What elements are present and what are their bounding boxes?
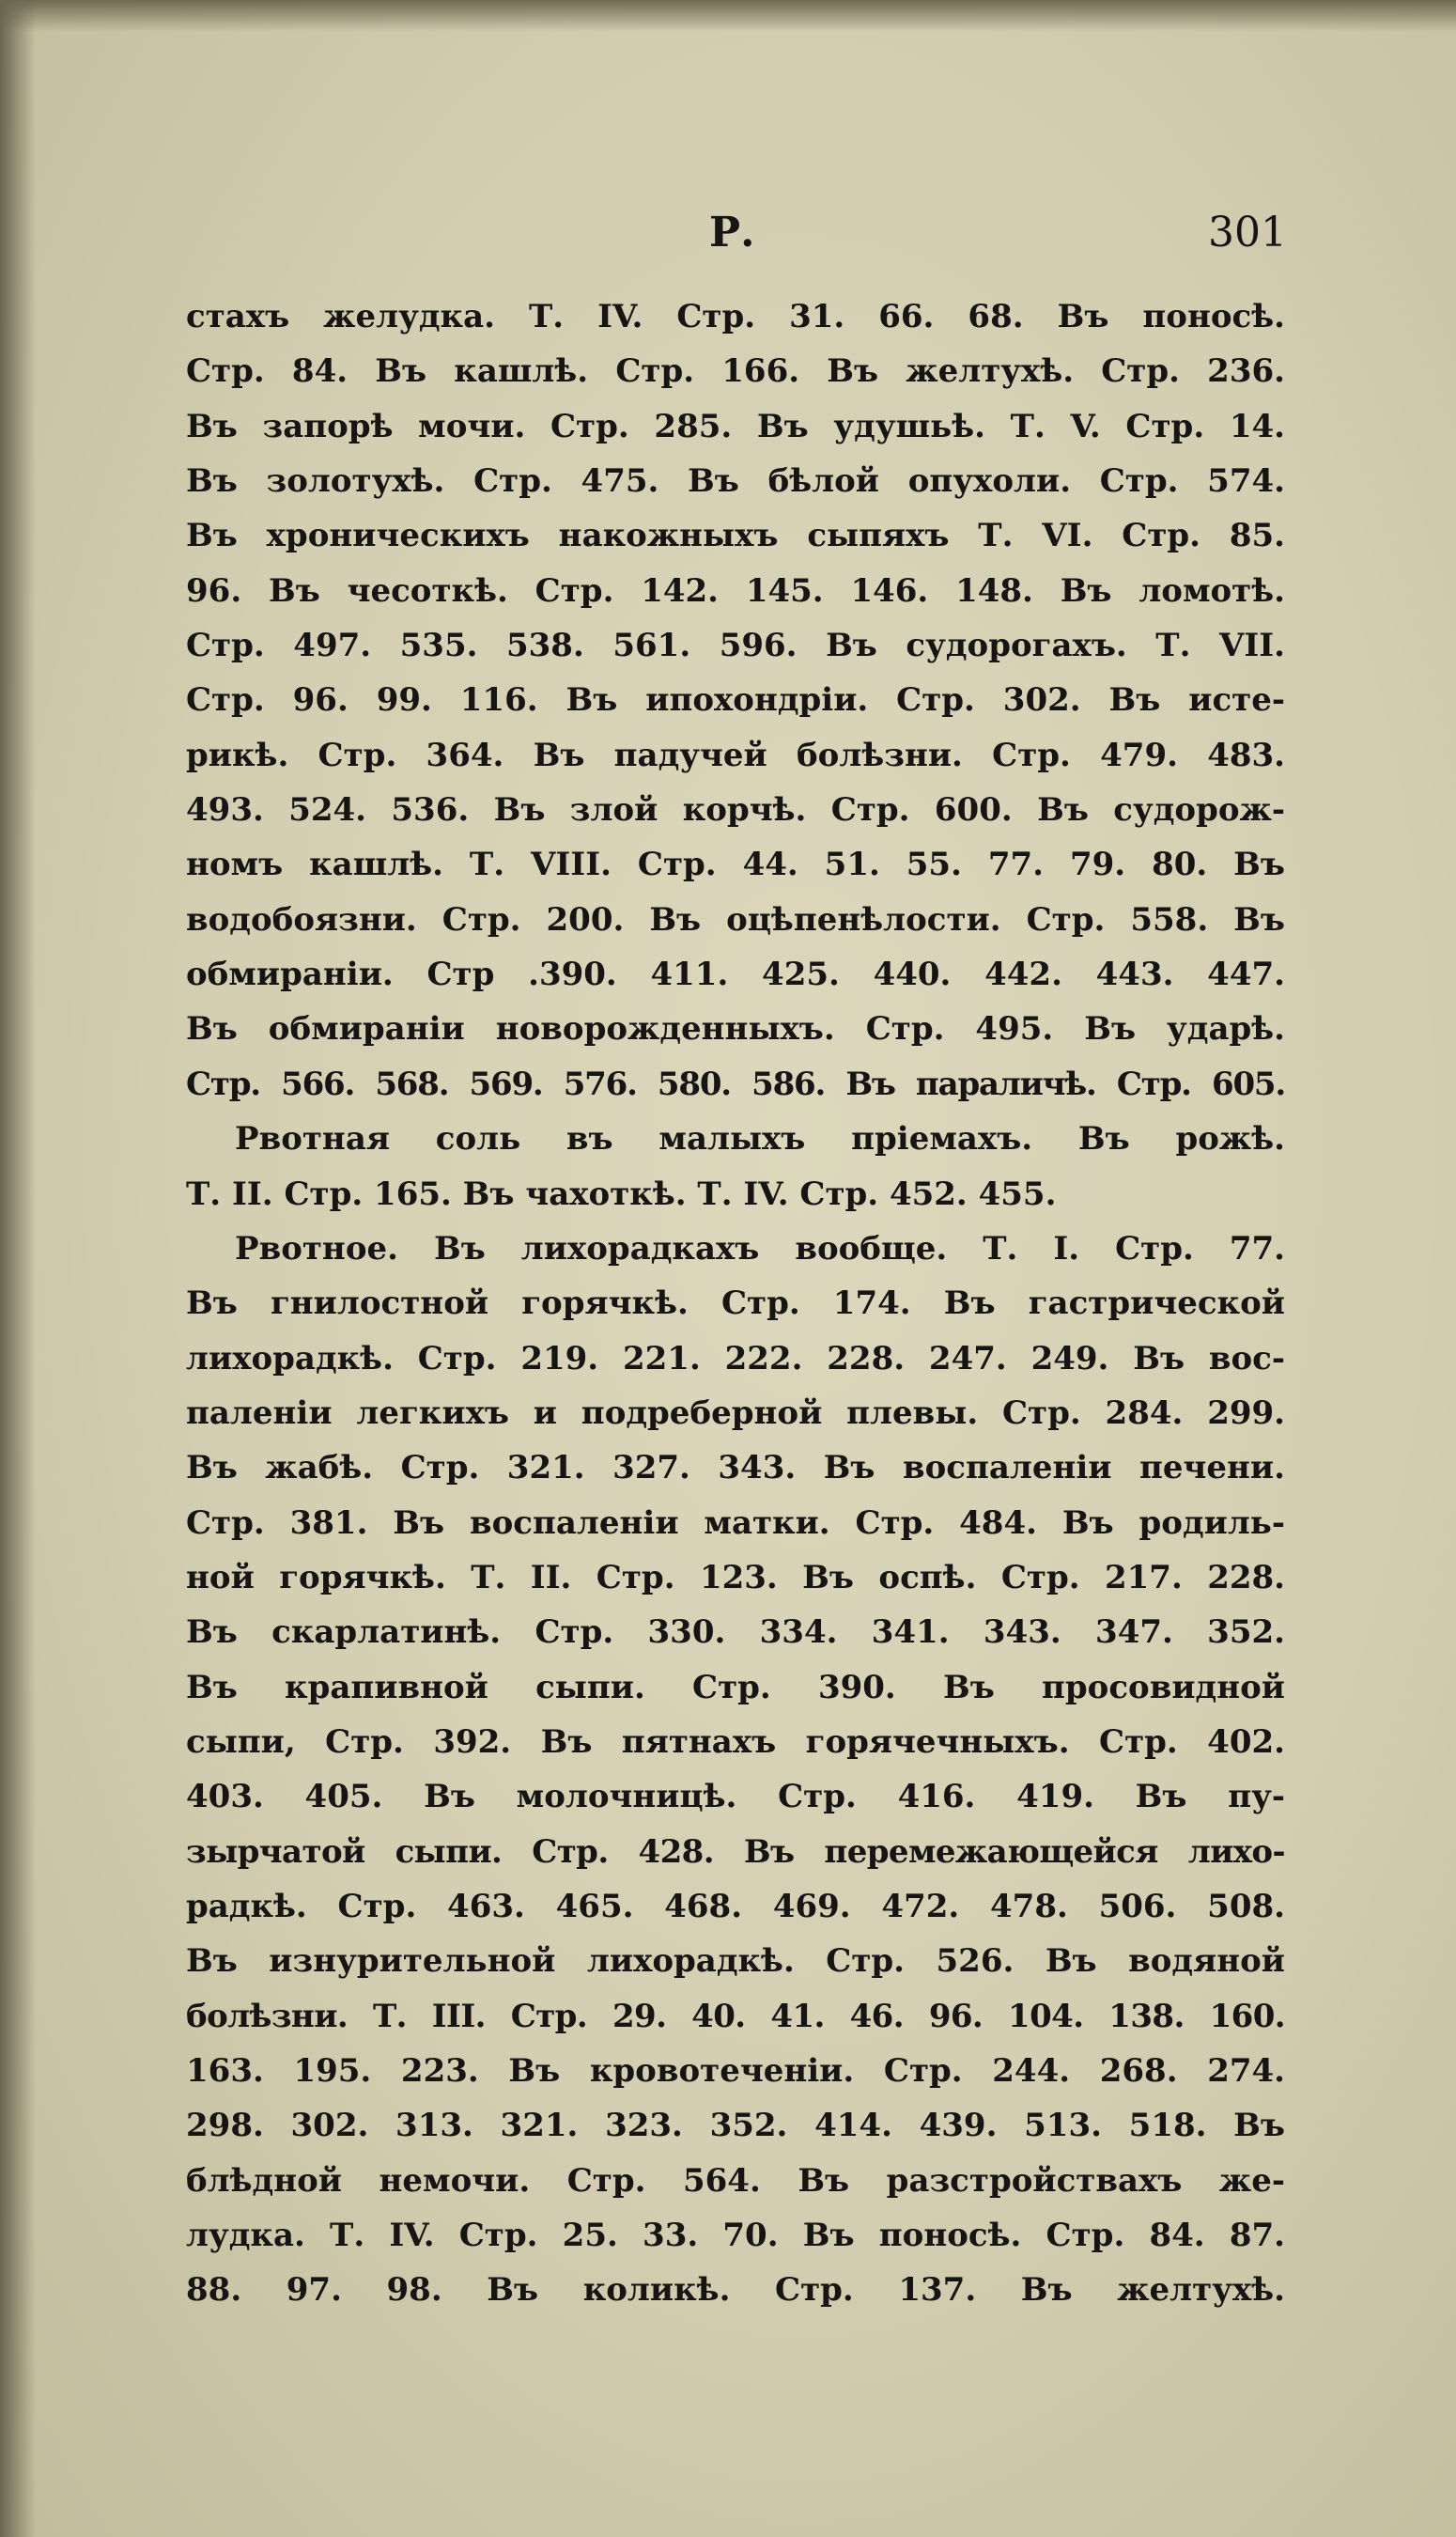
text-line: зырчатой сыпи. Стр. 428. Въ перемежающейся лихо- <box>186 1832 1285 1871</box>
section-letter: Р. <box>709 209 755 257</box>
text-line: Стр. 566. 568. 569. 576. 580. 586. Въ параличѣ. Стр. 605. <box>186 1065 1285 1103</box>
text-line: Въ хроническихъ накожныхъ сыпяхъ Т. VI. Стр. 85. <box>186 517 1285 555</box>
text-line: Въ запорѣ мочи. Стр. 285. Въ удушьѣ. Т. V. Стр. 14. <box>186 407 1285 445</box>
text-line: Въ крапивной сыпи. Стр. 390. Въ просовидной <box>186 1668 1285 1706</box>
page-number: 301 <box>1208 209 1287 257</box>
entry-heading-line: Рвотное. Въ лихорадкахъ вообще. Т. I. Стр. 77. <box>235 1229 1285 1268</box>
text-line: Т. II. Стр. 165. Въ чахоткѣ. Т. IV. Стр. 452. 455. <box>186 1175 1057 1213</box>
text-line: лихорадкѣ. Стр. 219. 221. 222. 228. 247. 249. Въ вос- <box>186 1339 1285 1377</box>
text-line: 88. 97. 98. Въ коликѣ. Стр. 137. Въ желтухѣ. <box>186 2271 1285 2310</box>
text-line: Въ золотухѣ. Стр. 475. Въ бѣлой опухоли. Стр. 574. <box>186 462 1285 501</box>
text-line: 96. Въ чесоткѣ. Стр. 142. 145. 146. 148. Въ ломотѣ. <box>186 571 1285 610</box>
text-line: радкѣ. Стр. 463. 465. 468. 469. 472. 478. 506. 508. <box>186 1887 1285 1925</box>
text-line: Въ жабѣ. Стр. 321. 327. 343. Въ воспаленіи печени. <box>186 1449 1285 1487</box>
text-line: водобоязни. Стр. 200. Въ оцѣпенѣлости. Стр. 558. Въ <box>186 900 1285 939</box>
text-line: болѣзни. Т. III. Стр. 29. 40. 41. 46. 96. 104. 138. 160. <box>186 1997 1285 2035</box>
running-header <box>178 209 1287 274</box>
text-line: Стр. 96. 99. 116. Въ ипохондріи. Стр. 302. Въ исте- <box>186 681 1285 720</box>
text-line: 493. 524. 536. Въ злой корчѣ. Стр. 600. Въ судорож- <box>186 791 1285 830</box>
text-line: 403. 405. Въ молочницѣ. Стр. 416. 419. Въ пу- <box>186 1778 1285 1816</box>
text-line: Въ изнурительной лихорадкѣ. Стр. 526. Въ водяной <box>186 1942 1285 1981</box>
text-line: Стр. 84. Въ кашлѣ. Стр. 166. Въ желтухѣ. Стр. 236. <box>186 352 1285 391</box>
text-line: Въ скарлатинѣ. Стр. 330. 334. 341. 343. 347. 352. <box>186 1613 1285 1652</box>
text-line: Стр. 497. 535. 538. 561. 596. Въ судорогахъ. Т. VII. <box>186 627 1285 665</box>
text-line: сыпи, Стр. 392. Въ пятнахъ горячечныхъ. Стр. 402. <box>186 1722 1285 1761</box>
text-line: блѣдной немочи. Стр. 564. Въ разстройствахъ же- <box>186 2161 1285 2200</box>
text-line: 298. 302. 313. 321. 323. 352. 414. 439. 513. 518. Въ <box>186 2107 1285 2145</box>
text-line: лудка. Т. IV. Стр. 25. 33. 70. Въ поносѣ. Стр. 84. 87. <box>186 2217 1285 2255</box>
text-line: паленіи легкихъ и подреберной плевы. Стр. 284. 299. <box>186 1393 1285 1432</box>
entry-heading-line: Рвотная соль въ малыхъ пріемахъ. Въ рожѣ. <box>235 1120 1285 1159</box>
text-line: стахъ желудка. Т. IV. Стр. 31. 66. 68. Въ поносѣ. <box>186 298 1285 335</box>
text-line: ной горячкѣ. Т. II. Стр. 123. Въ оспѣ. Стр. 217. 228. <box>186 1558 1285 1596</box>
text-line: обмираніи. Стр .390. 411. 425. 440. 442. 443. 447. <box>186 956 1285 994</box>
text-line: рикѣ. Стр. 364. Въ падучей болѣзни. Стр. 479. 483. <box>186 736 1285 774</box>
page-top-edge-shadow <box>0 0 1456 32</box>
page-gutter-shadow <box>0 0 36 2537</box>
text-line: Стр. 381. Въ воспаленіи матки. Стр. 484. Въ родиль- <box>186 1503 1285 1542</box>
index-body-text <box>186 289 1285 2318</box>
text-line: Въ гнилостной горячкѣ. Стр. 174. Въ гастрической <box>186 1284 1285 1323</box>
text-line: 163. 195. 223. Въ кровотеченіи. Стр. 244. 268. 274. <box>186 2052 1285 2090</box>
text-line: номъ кашлѣ. Т. VIII. Стр. 44. 51. 55. 77. 79. 80. Въ <box>186 846 1285 884</box>
text-line: Въ обмираніи новорожденныхъ. Стр. 495. Въ ударѣ. <box>186 1010 1285 1049</box>
